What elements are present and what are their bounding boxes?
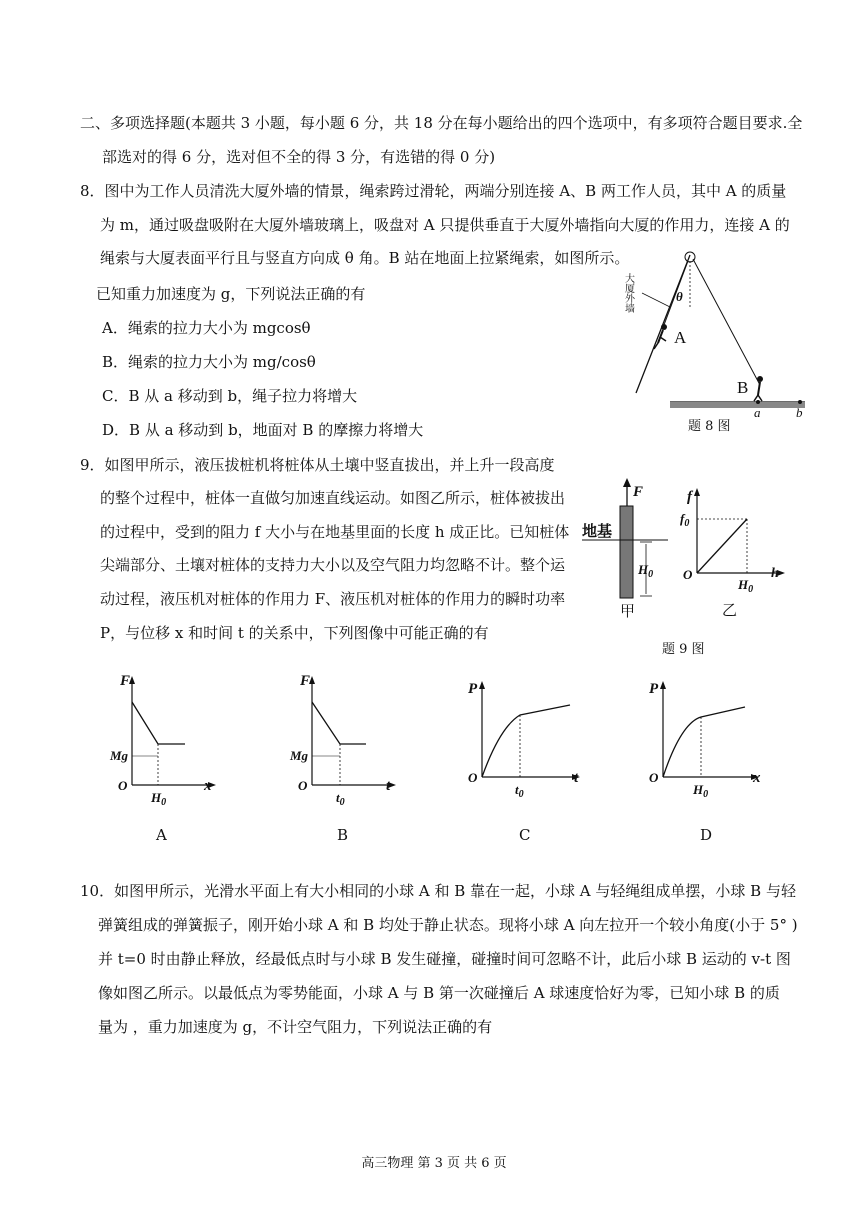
graph-a-mg-label: Mg [110,748,129,763]
q8-option-c: C．B 从 a 移动到 b，绳子拉力将增大 [102,387,358,405]
graph-a-origin: O [118,778,128,793]
graph-a-curve [132,702,185,744]
graph-b-origin: O [298,778,308,793]
graph-d-origin: O [649,770,659,785]
point-b-dot [798,400,802,404]
graph-c-letter: C [519,826,531,844]
graph-a-tick: $H_0$ [151,790,167,808]
wall-label: 大厦外墙 [622,273,634,313]
graph-b-tick: $t_0$ [336,790,345,808]
q9-text-line4: 尖端部分、土壤对桩体的支持力大小以及空气阻力均忽略不计。整个运 [100,556,566,574]
q8-figure [600,245,820,440]
graph-a-y-label: F [120,673,131,689]
wall-label-pointer [642,293,670,307]
graph-b [290,670,400,810]
h-axis-label: h [771,566,779,581]
worker-a-icon [654,324,667,349]
graph-b-x-label: t [386,778,391,794]
graph-b-y-label: F [300,673,311,689]
section-heading-line1: 二、多项选择题(本题共 3 小题，每小题 6 分，共 18 分在每小题给出的四个选项中，有多项符合题目要求.全 [80,114,803,132]
q10-text-line5: 量为 ，重力加速度为 g，不计空气阻力，下列说法正确的有 [98,1018,493,1036]
q8-figure-caption: 题 8 图 [688,419,731,434]
page-footer: 高三物理 第 3 页 共 6 页 [361,1156,507,1171]
q8-text-line1: 8．图中为工作人员清洗大厦外墙的情景，绳索跨过滑轮，两端分别连接 A、B 两工作人员，其中 A 的质量 [80,182,787,200]
theta-label: θ [676,289,683,304]
graph-a [110,670,220,810]
force-arrowhead [623,478,631,487]
f-h-line [697,519,747,573]
ground-label: 地基 [582,524,613,540]
worker-b-icon [754,376,763,401]
graph-d-x-label: x [753,770,761,786]
q10-text-line1: 10．如图甲所示，光滑水平面上有大小相同的小球 A 和 B 靠在一起，小球 A 与轻绳组成单摆，小球 B 与轻 [80,882,796,900]
q8-text-line3: 绳索与大厦表面平行且与竖直方向成 θ 角。B 站在地面上拉紧绳索，如图所示。 [100,249,630,267]
label-b: B [737,378,749,397]
q10-text-line4: 像如图乙所示。以最低点为零势能面，小球 A 与 B 第一次碰撞后 A 球速度恰好为零，已知小球 B 的质 [98,984,780,1002]
graph-b-curve [312,702,366,744]
ground-hatch [670,402,805,408]
q9-figure-caption: 题 9 图 [662,642,705,657]
h0-label: $H_0$ [738,577,754,595]
q9-text-line1: 9．如图甲所示，液压拔桩机将桩体从土壤中竖直拔出，并上升一段高度 [80,456,555,474]
graph-b-mg-label: Mg [290,748,309,763]
figure-jia-name: 甲 [620,604,636,620]
pile-body [620,506,633,598]
q8-option-a: A．绳索的拉力大小为 mgcosθ [102,319,311,337]
point-b-label: b [796,405,803,420]
q9-text-line6: P，与位移 x 和时间 t 的关系中，下列图像中可能正确的有 [100,624,489,642]
graph-d-tick: $H_0$ [693,782,709,800]
point-a-dot [756,400,760,404]
q9-figure-yi [675,485,795,620]
q9-figure-jia [580,478,670,618]
graph-a-letter: A [156,826,167,844]
q8-text-line4: 已知重力加速度为 g，下列说法正确的有 [96,285,366,303]
figure-yi-name: 乙 [722,603,738,619]
graph-c-origin: O [468,770,478,785]
force-label: F [633,484,644,500]
origin-label: O [683,567,693,582]
q10-text-line2: 弹簧组成的弹簧振子，刚开始小球 A 和 B 均处于静止状态。现将小球 A 向左拉开一个较小角度(小于 5° ) [98,916,798,934]
rope-to-b [693,259,760,385]
label-a: A [674,328,687,347]
q9-text-line5: 动过程，液压机对桩体的作用力 F、液压机对桩体的作用力的瞬时功率 [100,590,566,608]
point-a-label: a [754,405,761,420]
building-wall-line [636,255,690,393]
section-heading-line2: 部选对的得 6 分，选对但不全的得 3 分，有选错的得 0 分) [102,148,496,166]
graph-c-curve [482,705,570,777]
q8-option-b: B．绳索的拉力大小为 mg/cosθ [102,353,316,371]
graph-c-y-label: P [468,681,478,697]
depth-label: $H_0$ [638,562,654,580]
graph-d-letter: D [700,826,713,844]
graph-b-letter: B [337,826,349,844]
f-axis-label: f [687,489,692,505]
f0-label: $f_0$ [680,511,690,529]
graph-c-x-label: t [574,770,579,786]
graph-d-curve [663,707,745,777]
graph-c-tick: $t_0$ [515,782,524,800]
q8-text-line2: 为 m，通过吸盘吸附在大厦外墙玻璃上，吸盘对 A 只提供垂直于大厦外墙指向大厦的作用力，连接 A 的 [100,216,790,234]
graph-a-x-label: x [204,778,212,794]
graph-c [462,677,592,807]
q8-option-d: D．B 从 a 移动到 b，地面对 B 的摩擦力将增大 [102,421,424,439]
graph-d-y-label: P [649,681,659,697]
graph-d [643,677,773,807]
q9-text-line2: 的整个过程中，桩体一直做匀加速直线运动。如图乙所示，桩体被拔出 [100,489,566,507]
q10-text-line3: 并 t=0 时由静止释放，经最低点时与小球 B 发生碰撞，碰撞时间可忽略不计，此后小球 B 运动的 v-t 图 [98,950,791,968]
q9-text-line3: 的过程中，受到的阻力 f 大小与在地基里面的长度 h 成正比。已知桩体 [100,523,570,541]
